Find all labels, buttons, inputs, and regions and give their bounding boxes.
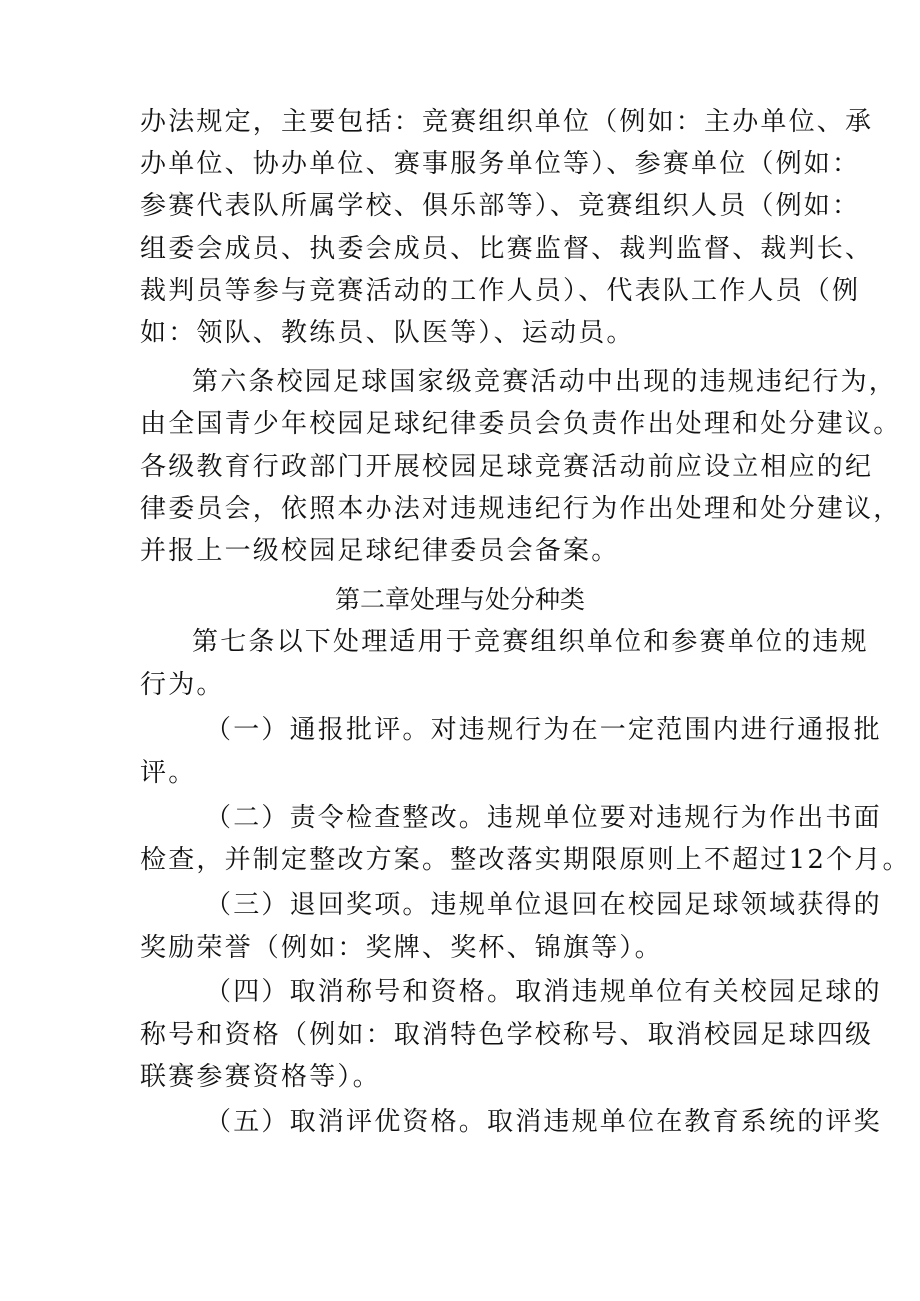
article-6-line: 第六条校园足球国家级竞赛活动中出现的违规违纪行为， [192,367,898,397]
chapter-heading: 第二章处理与处分种类 [334,585,585,614]
article-6-line: 律委员会，依照本办法对违规违纪行为作出处理和处分建议， [140,494,902,524]
item-1-line: （一）通报批评。对违规行为在一定范围内进行通报批 [205,715,882,745]
text-line: 裁判员等参与竞赛活动的工作人员）、代表队工作人员（例 [140,276,861,306]
text-line: 办单位、协办单位、赛事服务单位等）、参赛单位（例如： [140,149,861,179]
item-3-line: 奖励荣誉（例如：奖牌、奖杯、锦旗等）。 [140,933,663,963]
article-7-line: 行为。 [140,670,225,700]
article-6-line: 由全国青少年校园足球纪律委员会负责作出处理和处分建议。 [140,409,902,439]
text-line: 组委会成员、执委会成员、比赛监督、裁判监督、裁判长、 [140,234,874,264]
text-line: 如：领队、教练员、队医等）、运动员。 [140,318,635,348]
article-6-line: 各级教育行政部门开展校园足球竞赛活动前应设立相应的纪 [140,452,874,482]
item-4-line: （四）取消称号和资格。取消违规单位有关校园足球的 [205,977,882,1007]
text-line: 参赛代表队所属学校、俱乐部等）、竞赛组织人员（例如： [140,191,861,221]
item-4-line: 联赛参赛资格等）。 [140,1062,381,1092]
item-5-line: （五）取消评优资格。取消违规单位在教育系统的评奖 [205,1107,882,1137]
article-6-line: 并报上一级校园足球纪律委员会备案。 [140,536,620,566]
article-7-line: 第七条以下处理适用于竞赛组织单位和参赛单位的违规 [192,627,869,657]
item-4-line: 称号和资格（例如：取消特色学校称号、取消校园足球四级 [140,1020,874,1050]
item-1-line: 评。 [140,758,197,788]
item-3-line: （三）退回奖项。违规单位退回在校园足球领域获得的 [205,890,882,920]
item-2-line: 检查，并制定整改方案。整改落实期限原则上不超过12个月。 [140,845,911,875]
text-line: 办法规定，主要包括：竞赛组织单位（例如：主办单位、承 [140,107,874,137]
item-2-line: （二）责令检查整改。违规单位要对违规行为作出书面 [205,803,882,833]
